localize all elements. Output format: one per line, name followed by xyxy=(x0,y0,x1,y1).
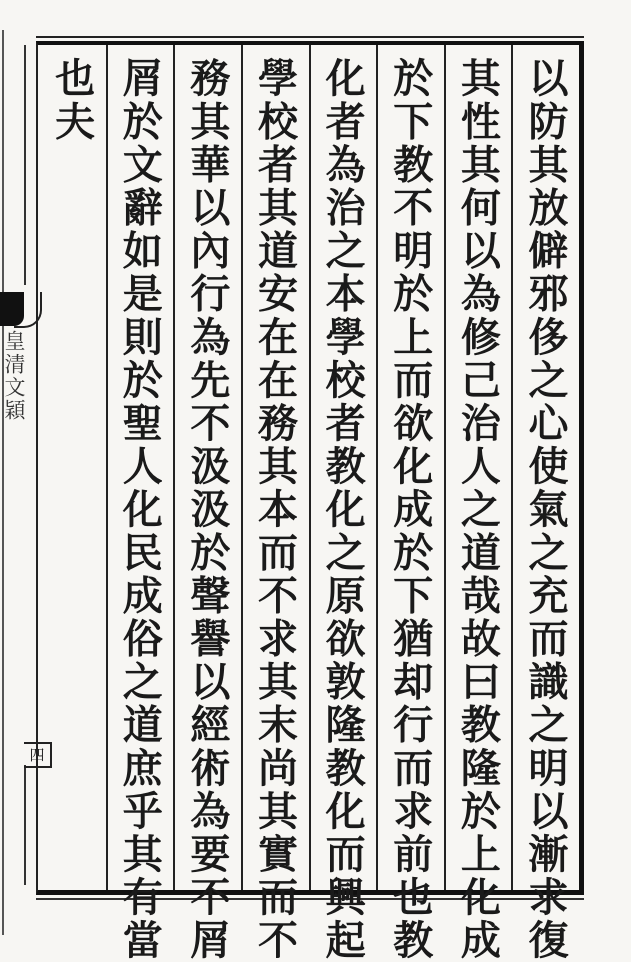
frame-top-rule xyxy=(36,36,584,38)
column-text: 屑於文辭如是則於聖人化民成俗之道庶乎其有當 xyxy=(116,57,164,962)
text-column-4 xyxy=(309,45,377,962)
spine-title: 皇清文穎 xyxy=(2,330,26,422)
text-column-8 xyxy=(38,45,106,890)
column-text: 也夫 xyxy=(48,57,96,144)
text-column-7 xyxy=(106,45,174,962)
column-text: 其性其何以為修己治人之道哉故曰教隆於上化成 xyxy=(454,57,502,962)
column-text: 以防其放僻邪侈之心使氣之充而識之明以漸求復 xyxy=(522,57,569,962)
column-text: 於下教不明於上而欲化成於下猶却行而求前也教 xyxy=(386,57,434,962)
text-column-3 xyxy=(376,45,444,962)
text-column-6 xyxy=(173,45,241,962)
text-column-2 xyxy=(444,45,512,962)
page-number: 四 xyxy=(24,742,52,768)
text-column-5 xyxy=(241,45,309,962)
gutter-rule-upper xyxy=(24,45,26,285)
text-columns xyxy=(38,45,579,962)
column-text: 學校者其道安在在務其本而不求其末尚其實而不 xyxy=(251,57,299,962)
text-column-1 xyxy=(511,45,579,962)
gutter-rule-lower xyxy=(24,765,26,885)
text-frame xyxy=(36,41,584,962)
column-text: 務其華以內行為先不汲汲於聲譽以經術為要不屑 xyxy=(183,57,231,962)
column-text: 化者為治之本學校者教化之原欲敦隆教化而興起 xyxy=(319,57,367,962)
